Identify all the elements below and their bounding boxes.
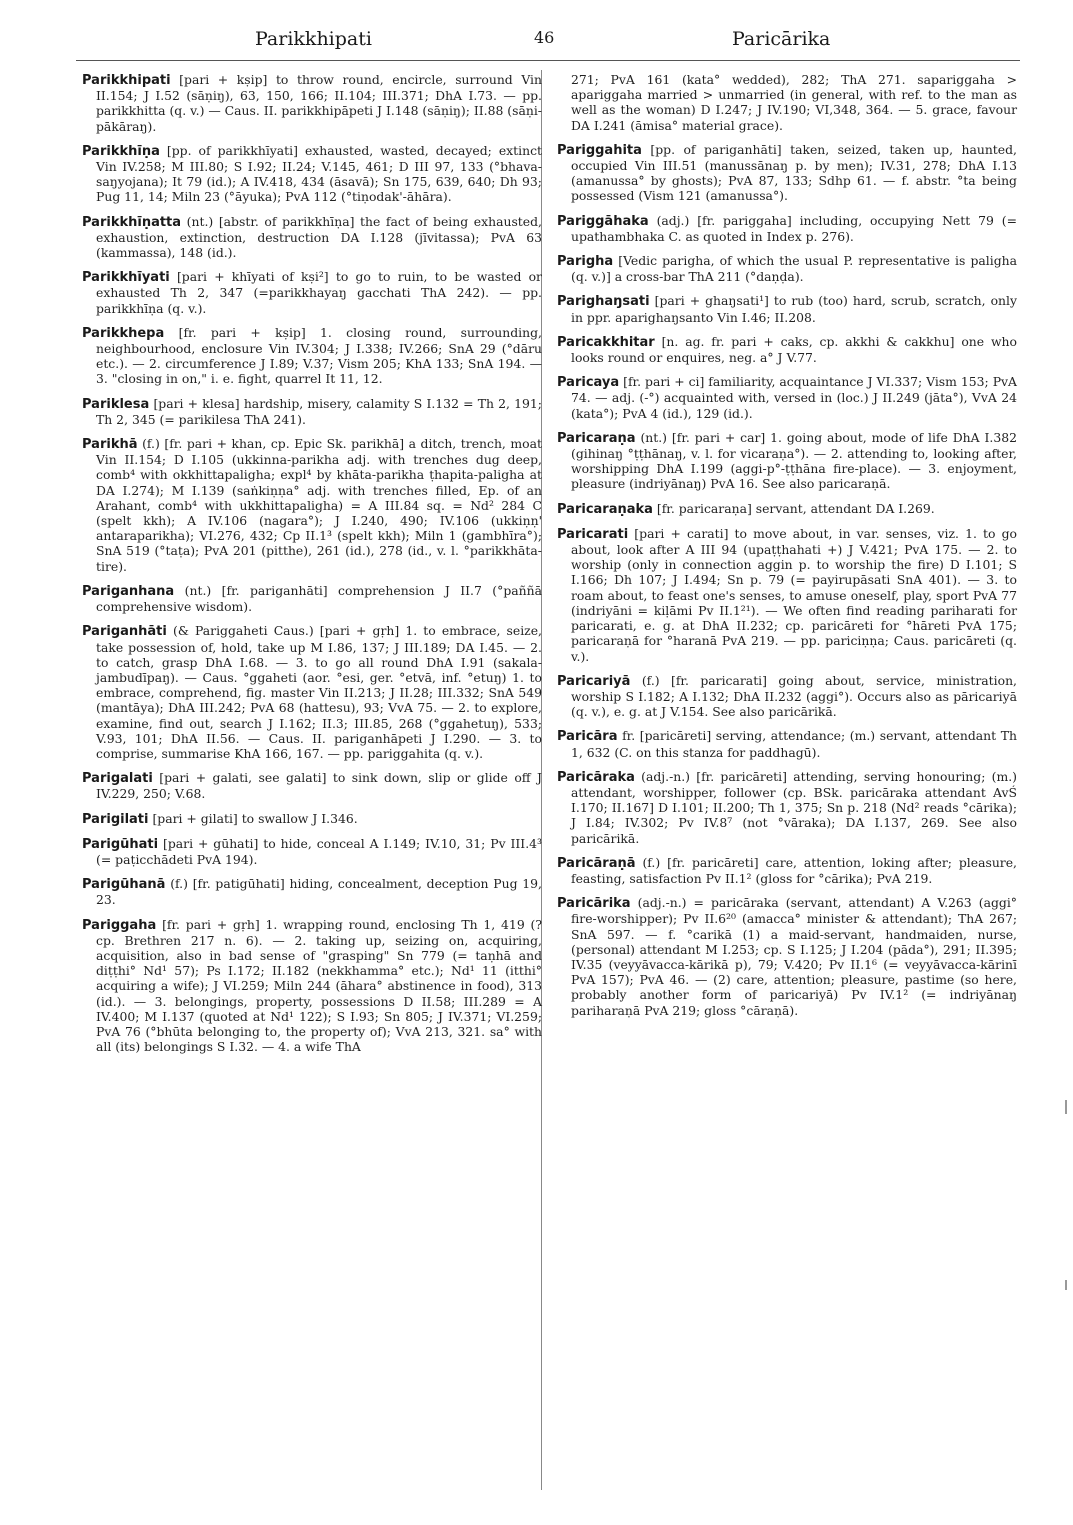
headword: Parikkhīṇa (82, 143, 160, 159)
dictionary-entry (82, 876, 542, 907)
dictionary-entry (82, 436, 542, 574)
headword: Parikkhīṇatta (82, 214, 182, 230)
entry-text: [Vedic parigha, of which the usual P. representative is paligha (q. v.)] a cross-bar ThA 211 (°daṇḍa). (571, 253, 1017, 285)
entry-text: [fr. pari + gṛh] 1. wrapping round, enclosing Th 1, 419 (? cp. Brethren 217 n. 6). — 2. taking up, seizing on, acquiring, acquisition, also in bad sense of "grasping" Sn 779 (= taṇhā and diṭṭhi° Nd¹ 57); Ps I.172; II.182 (nekkhamma° etc.); Nd¹ 11 (itthi° acquiring a wife); J VI.259; Miln 244 (āhara° abstinence in food), 313 (id.). — 3. belongings, property, possessions D II.58; III.289 = A IV.400; M I.137 (quoted at Nd¹ 122); S I.93; Sn 805; J IV.371; VI.259; PvA 76 (°bhūta belonging to, the property of); VvA 213, 321. sa° with all (its) belongings S I.32. — 4. a wife ThA (96, 916, 542, 1055)
dictionary-entry (557, 769, 1017, 846)
entry-text: [n. ag. fr. pari + caks, cp. akkhi & cakkhu] one who looks round or enquires, neg. a° J V.77. (571, 333, 1017, 366)
dictionary-entry (557, 72, 1017, 133)
dictionary-entry (82, 770, 542, 801)
dictionary-entry (557, 673, 1017, 720)
page-number: 46 (534, 28, 555, 47)
headword: Paricarati (557, 526, 629, 542)
entry-text: (f.) [fr. paricarati] going about, service, ministration, worship S I.182; A I.132; DhA II.232 (aggi°). Occurs also as pāricariyā (q. v.), e. g. at J V.154. See also paricārikā. (571, 672, 1017, 720)
margin-mark (1065, 1100, 1067, 1114)
headword: Parigalati (82, 771, 153, 787)
right-column (557, 72, 1017, 1027)
entry-text: (nt.) [fr. pari + car] 1. going about, mode of life DhA I.382 (gihinaŋ °ṭṭhānaŋ, v. l. for vicaraṇa°). — 2. attending to, looking after, worshipping DhA I.199 (aggi-p°-ṭṭhāna fire-place). — 3. enjoyment, pleasure (indriyānaŋ) PvA 16. See also paricaraṇā. (571, 429, 1017, 492)
entry-text: 271; PvA 161 (kata° wedded), 282; ThA 271. sapariggaha > apariggaha married > unmarried (in general, with ref. to the man as well as the woman) D I.247; J IV.190; VI,348, 364. — 5. grace, favour DA I.241 (āmisa° material grace). (571, 72, 1017, 133)
headword: Pariganhāti (82, 624, 167, 640)
headword: Paricakkhitar (557, 334, 655, 350)
headword: Pariggaha (82, 917, 157, 933)
entry-text: [pari + klesa] hardship, misery, calamity S I.132 = Th 2, 191; Th 2, 345 (= parikilesa ThA 241). (96, 395, 542, 427)
headword: Paricaraṇaka (557, 501, 653, 517)
dictionary-entry (82, 917, 542, 1055)
dictionary-entry (557, 253, 1017, 284)
running-head-left: Parikkhipati (255, 28, 372, 50)
page-header (60, 28, 1020, 58)
headword: Parigūhanā (82, 877, 166, 893)
header-rule (76, 60, 1020, 61)
dictionary-entry (82, 811, 542, 827)
headword: Parikkhipati (82, 73, 171, 88)
headword: Pariggāhaka (557, 213, 649, 229)
entry-text: (f.) [fr. patigūhati] hiding, concealment, deception Pug 19, 23. (96, 876, 542, 908)
dictionary-entry (557, 213, 1017, 244)
headword: Parigilati (82, 811, 149, 827)
dictionary-entry (557, 430, 1017, 492)
dictionary-entry (82, 72, 542, 134)
headword: Parikkhepa (82, 325, 165, 341)
dictionary-entry (557, 855, 1017, 886)
headword: Pariggahita (557, 142, 642, 158)
entry-text: [pari + carati] to move about, in var. senses, viz. 1. to go about, look after A III 94 (upaṭṭhahati +) J V.421; PvA 175. — 2. to worship (only in connection aggin p. to worship the fire) D I.101; S I.166; Dh 107; J I.494; Sn p. 79 (= payirupāsati SnA 401). — 3. to roam about, to feast one's senses, to amuse oneself, play, sport PvA 77 (indriyāni = kiḷāmi Pv II.1²¹). — We often find reading pariharati for paricarati, e. g. at DhA II.232; cp. paricāreti for °hāreti PvA 175; paricaraṇā for °haranā PvA 219. — pp. pariciṇṇa; Caus. paricāreti (q. v.). (571, 525, 1017, 664)
entry-text: [pari + gilati] to swallow J I.346. (152, 810, 358, 826)
dictionary-entry (557, 526, 1017, 664)
headword: Paricāraka (557, 769, 635, 785)
headword: Paricaya (557, 375, 620, 391)
headword: Paricārika (557, 896, 631, 912)
headword: Parikhā (82, 437, 138, 453)
entry-text: [fr. paricaraṇa] servant, attendant DA I.269. (656, 500, 935, 516)
entry-text: [pp. of parikkhīyati] exhausted, wasted, decayed; extinct Vin IV.258; M III.80; S I.92; II.24; V.145, 461; D III 97, 133 (°bhava-saŋyojana); It 79 (id.); A IV.418, 434 (āsavā); Sn 175, 639, 640; Dh 93; Pug 11, 14; Miln 23 (°āyuka); PvA 112 (°tiṇodak'-āhāra). (96, 142, 542, 205)
entry-text: fr. [paricāreti] serving, attendance; (m.) servant, attendant Th 1, 632 (C. on this stanza for paddhagū). (571, 728, 1017, 760)
entry-text: (f.) [fr. paricāreti] care, attention, loking after; pleasure, feasting, satisfaction Pv II.1² (gloss for °cārika); PvA 219. (571, 854, 1017, 886)
headword: Paricāraṇā (557, 855, 636, 871)
headword: Parighaŋsati (557, 294, 650, 310)
headword: Paricariyā (557, 673, 631, 689)
entry-text: (nt.) [fr. pariganhāti] comprehension J II.7 (°paññā comprehensive wisdom). (96, 582, 542, 615)
headword: Parigha (557, 254, 614, 270)
entry-text: [pari + khīyati of kṣi²] to go to ruin, to be wasted or exhausted Th 2, 347 (=parikkhayaŋ gacchati ThA 242). — pp. parikkhīṇa (q. v.). (96, 269, 542, 316)
headword: Paricāra (557, 729, 618, 745)
entry-text: (adj.) [fr. pariggaha] including, occupying Nett 79 (= upathambhaka C. as quoted in Index p. 276). (571, 212, 1017, 244)
entry-text: (f.) [fr. pari + khan, cp. Epic Sk. parikhā] a ditch, trench, moat Vin II.154; D I.105 (ukkinna-parikha adj. with trenches dug deep, comb⁴ with okkhittapaligha; expl⁴ by khāta-parikha ṭhapita-paligha at DA I.274); M I.139 (saṅkiṇṇa° adj. with trenches filled, Ep. of an Arahant, comb⁴ with ukkhittapaligha) = A III.84 sq. = Nd² 284 C (spelt kkh); A IV.106 (nagara°); J I.240, 490; IV.106 (ukkiṇṇ' antaraparikha); VI.276, 432; Cp II.1³ (spelt kkh); Miln 1 (gambhīra°); SnA 519 (°taṭa); PvA 201 (pitthe), 261 (id.), 278 (id., v. l. °parikkhāta-tire). (96, 436, 542, 574)
dictionary-entry (557, 501, 1017, 517)
dictionary-entry (557, 728, 1017, 759)
dictionary-entry (82, 269, 542, 316)
entry-text: [pari + kṣip] to throw round, encircle, surround Vin II.154; J I.52 (sāṇiŋ), 63, 150, 166; II.104; III.371; DhA I.73. — pp. parikkhitta (q. v.) — Caus. II. parikkhipāpeti J I.148 (sāṇiŋ); II.88 (sāṇi-pākāraŋ). (96, 72, 542, 134)
headword: Pariklesa (82, 396, 150, 412)
entry-text: (adj.-n.) [fr. paricāreti] attending, serving honouring; (m.) attendant, worshipper, follower (cp. BSk. paricāraka attendant AvŚ I.170; II.167] D I.101; II.200; Th 1, 375; Sn p. 218 (Nd² reads °cārika); J I.84; IV.302; Pv IV.8⁷ (not °vāraka); DA I.137, 269. See also paricārikā. (571, 768, 1017, 846)
headword: Pariganhana (82, 583, 175, 599)
entry-text: (& Pariggaheti Caus.) [pari + gṛh] 1. to embrace, seize, take possession of, hold, take up M I.86, 137; J III.189; DA I.45. — 2. to catch, grasp DhA I.68. — 3. to go all round DhA I.91 (sakala-jambudīpaŋ). — Caus. °ggaheti (aor. °esi, ger. °etvā, inf. °etuŋ) 1. to embrace, comprehend, fig. master Vin II.213; J II.28; III.332; SnA 549 (mantāya); DhA III.242; PvA 68 (hattesu), 93; VvA 75. — 2. to explore, examine, find out, search J I.162; II.3; III.85, 268 (°ggahetuŋ), 533; V.93, 101; DhA II.56. — Caus. II. pariganhāpeti J I.290. — 3. to comprise, summarise KhA 166, 167. — pp. pariggahita (q. v.). (96, 623, 542, 761)
entry-text: [fr. pari + kṣip] 1. closing round, surrounding, neighbourhood, enclosure Vin IV.304; J I.338; IV.266; SnA 29 (°dāru etc.). — 2. circumference J I.89; V.37; Vism 205; KhA 133; SnA 194. — 3. "closing in on," i. e. fight, quarrel It 11, 12. (96, 324, 542, 387)
entry-text: [pari + ghaŋsati¹] to rub (too) hard, scrub, scratch, only in ppr. aparighaŋsanto Vin I.46; II.208. (571, 293, 1017, 325)
dictionary-entry (82, 623, 542, 761)
left-column (82, 72, 542, 1063)
dictionary-entry (82, 396, 542, 427)
dictionary-entry (82, 214, 542, 261)
entry-text: [pari + galati, see galati] to sink down, slip or glide off J IV.229, 250; V.68. (96, 770, 542, 802)
dictionary-entry (82, 143, 542, 205)
entry-text: [pari + gūhati] to hide, conceal A I.149; IV.10, 31; Pv III.4³ (= paṭicchādeti PvA 194). (96, 835, 542, 867)
dictionary-entry (557, 293, 1017, 324)
headword: Parikkhīyati (82, 270, 170, 286)
entry-text: (nt.) [abstr. of parikkhīṇa] the fact of being exhausted, exhaustion, extinction, destruction DA I.128 (jīvitassa); PvA 63 (kammassa), 148 (id.). (96, 213, 542, 261)
running-head-right: Paricārika (732, 28, 831, 50)
dictionary-entry (82, 836, 542, 867)
dictionary-entry (557, 895, 1017, 1018)
headword: Parigūhati (82, 836, 159, 852)
dictionary-entry (557, 142, 1017, 204)
headword: Paricaraṇa (557, 430, 636, 446)
entry-text: [fr. pari + ci] familiarity, acquaintance J VI.337; Vism 153; PvA 74. — adj. (-°) acquainted with, versed in (loc.) J II.249 (jāta°), VvA 24 (kata°); PvA 4 (id.), 129 (id.). (571, 374, 1017, 421)
margin-mark (1065, 1280, 1067, 1290)
dictionary-entry (82, 325, 542, 387)
entry-text: (adj.-n.) = paricāraka (servant, attendant) A V.263 (aggi° fire-worshipper); Pv II.6²⁰ (amacca° minister & attendant); ThA 267; SnA 597. — f. °carikā (1) a maid-servant, handmaiden, nurse, (personal) attendant M I.253; cp. S I.125; J I.204 (pāda°), 291; II.395; IV.35 (veyyāvacca-kārikā p), 79; V.420; Pv II.1⁶ (= veyyāvacca-kārinī PvA 157); PvA 46. — (2) care, attention; pleasure, pastime (so here, probably another form of paricariyā) Pv IV.1² (= indriyānaŋ pariharaṇā PvA 219; gloss °cāraṇā). (571, 895, 1017, 1018)
dictionary-entry (82, 583, 542, 614)
dictionary-entry (557, 374, 1017, 421)
dictionary-entry (557, 334, 1017, 365)
entry-text: [pp. of pariganhāti] taken, seized, taken up, haunted, occupied Vin III.51 (manussānaŋ p. by men); IV.31, 278; DhA I.13 (amanussa° by ghosts); PvA 87, 133; Sdhp 61. — f. abstr. °ta being possessed (Vism 121 (amanussa°). (571, 141, 1017, 204)
